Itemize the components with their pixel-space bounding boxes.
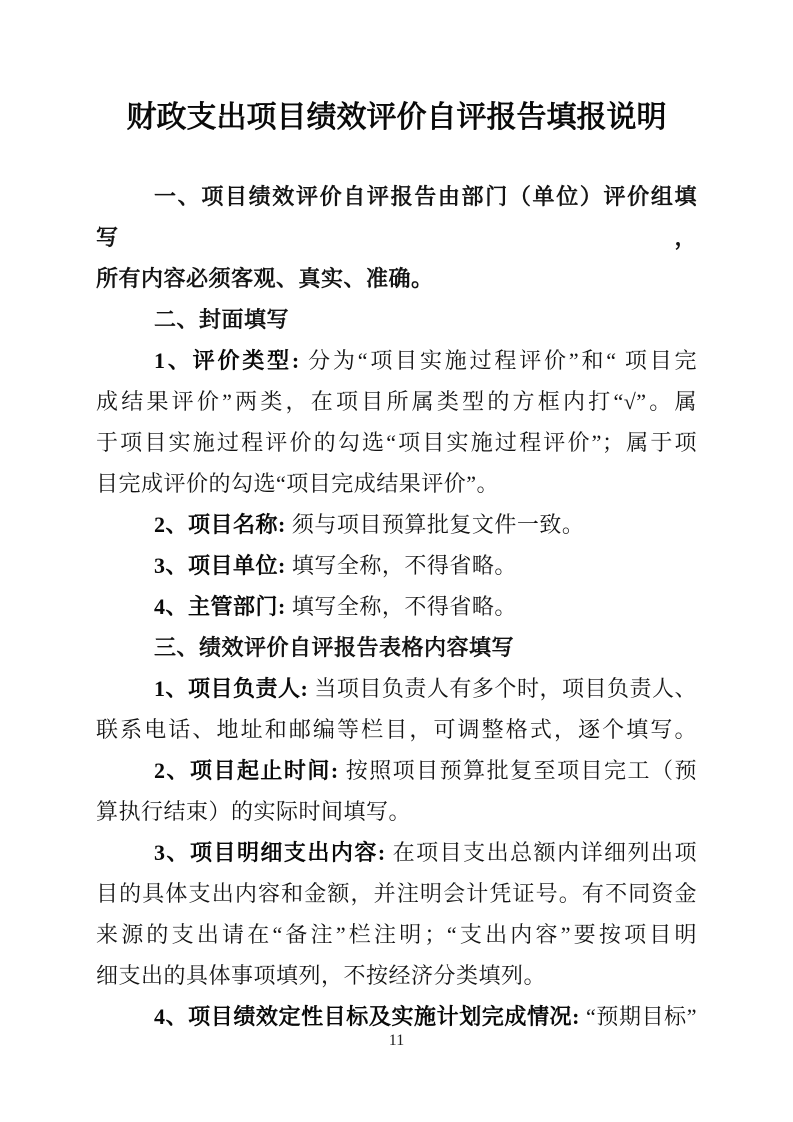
line-text: 一、项目绩效评价自评报告由部门（单位）评价组填写，	[96, 184, 697, 250]
text-line	[96, 832, 697, 873]
line-text: 目的具体支出内容和金额，并注明会计凭证号。有不同资金	[96, 881, 697, 906]
item-label: 4、主管部门:	[154, 594, 286, 619]
text-line	[96, 176, 697, 258]
text-line	[96, 996, 697, 1037]
line-text: 填写全称，不得省略。	[285, 594, 517, 619]
line-text: 细支出的具体事项填列，不按经济分类填列。	[96, 963, 547, 988]
line-text: 来源的支出请在“备注”栏注明；“支出内容”要按项目明	[96, 922, 697, 947]
text-line	[96, 586, 697, 627]
line-text: 须与项目预算批复文件一致。	[285, 512, 585, 537]
line-text: 按照项目预算批复至项目完工（预	[338, 758, 697, 783]
text-line	[96, 463, 697, 504]
line-text: “预期目标”	[579, 1004, 698, 1029]
page-number: 11	[388, 1032, 405, 1049]
text-line	[96, 381, 697, 422]
text-line	[96, 504, 697, 545]
text-line	[96, 791, 697, 832]
line-text: 算执行结束）的实际时间填写。	[96, 799, 412, 824]
line-text: 目完成评价的勾选“项目完成结果评价”。	[96, 471, 500, 496]
line-text: 二、封面填写	[154, 307, 290, 332]
text-line	[96, 668, 697, 709]
line-text: 于项目实施过程评价的勾选“项目实施过程评价”；属于项	[96, 430, 697, 455]
line-text: 成结果评价”两类，在项目所属类型的方框内打“√”。属	[96, 389, 697, 414]
text-line	[96, 750, 697, 791]
text-line	[96, 709, 697, 750]
text-line	[96, 914, 697, 955]
text-line	[96, 258, 697, 299]
document-title: 财政支出项目绩效评价自评报告填报说明	[126, 101, 667, 134]
item-label: 1、评价类型:	[154, 348, 300, 373]
item-label: 3、项目明细支出内容:	[154, 840, 386, 865]
line-text: 在项目支出总额内详细列出项	[385, 840, 697, 865]
line-text: 所有内容必须客观、真实、准确。	[96, 266, 434, 291]
text-line	[96, 299, 697, 340]
text-line	[96, 627, 697, 668]
text-line	[96, 422, 697, 463]
line-text: 填写全称，不得省略。	[285, 553, 517, 578]
line-text: 三、绩效评价自评报告表格内容填写	[154, 635, 515, 660]
line-text: 当项目负责人有多个时，项目负责人、	[308, 676, 697, 701]
document-body	[96, 176, 697, 1037]
line-text: 分为“项目实施过程评价”和“ 项目完	[299, 348, 698, 373]
item-label: 4、项目绩效定性目标及实施计划完成情况:	[154, 1004, 580, 1029]
text-line	[96, 340, 697, 381]
item-label: 2、项目名称:	[154, 512, 286, 537]
text-line	[96, 545, 697, 586]
text-line	[96, 873, 697, 914]
item-label: 3、项目单位:	[154, 553, 286, 578]
item-label: 1、项目负责人:	[154, 676, 309, 701]
line-text: 联系电话、地址和邮编等栏目，可调整格式，逐个填写。	[96, 717, 697, 742]
text-line	[96, 955, 697, 996]
item-label: 2、项目起止时间:	[154, 758, 339, 783]
